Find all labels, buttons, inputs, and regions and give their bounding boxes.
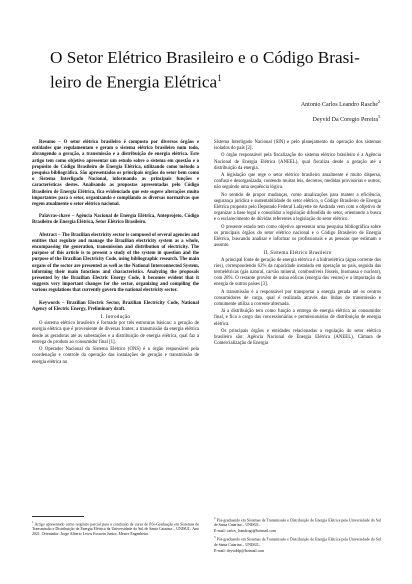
intro-paragraph-2: O Operador Nacional do Sistema Elétrico (ONS) é o órgão responsável pela coordenação e controle da operação das instalações de geração e transmissão de energia elétrica no	[32, 347, 199, 365]
section2-paragraph-4: Os principais órgãos e entidades relacionadas a regulação do setor elétrico brasileiro são: Agência Nacional de Energia Elétrica (ANEEL), Câmara de Comercialização de Energia	[214, 328, 381, 347]
section-heading-introduction: I. Introdução	[100, 314, 131, 321]
intro-paragraph-continued: Sistema Interligado Nacional (SIN) e pelo planejamento da operação dos sistemas isolados do país [2].	[214, 140, 381, 152]
footnote-marker: 3	[214, 535, 216, 540]
section2-paragraph-1: A principal fonte de geração de energia elétrica é a hidroelétrica (água corrente dos rios), correspondendo 62% da capacidade instalada em operação no país, seguida das termelétricas (gás natural, carvão mineral, combustíveis fósseis, biomassa e nuclear), com 28%. O restante provém de usina eólicas (energia dos ventos) e a importação da energia de outros países [3].	[214, 257, 381, 288]
palavras-chave: Palavras-chave – Agência Nacional de Energia Elétrica, Anteprojeto, Código Brasileiro de Energia Elétrica, Setor Elétrico Brasileiro.	[32, 214, 199, 226]
author-1	[180, 96, 380, 111]
author-2	[180, 111, 380, 126]
title-footnote-marker: 1	[217, 73, 222, 83]
intro-paragraph-6: O presente estudo tem como objetivo apresentar uma pesquisa bibliográfica sobre os principais órgãos do setor elétrico nacional e o Código Brasileiro de Energia Elétrica, buscando analisar e informar os profissionais e as pessoas que estimam o assunto.	[214, 224, 381, 249]
footnote-text: Artigo apresentado como requisito parcial para a conclusão de curso de Pós-Graduação em Sistemas de Transmissão e Distribuição de Energia Elétrica da Universidade do Sul de Santa Catarina – UNISUL. Ano 2021. Orientador: Jorge Alberto Lewis Esswein Junior, Mestre Engenheiro.	[32, 522, 199, 537]
author-list	[180, 96, 380, 126]
section2-paragraph-3: Já a distribuição tem como função a entrega de energia elétrica ao consumidor final, e fica a cargo das concessionárias e permissionárias de distribuição de energia elétrica.	[214, 309, 381, 327]
footnote-1	[32, 520, 199, 537]
footnote-text: Pós-graduando em Sistemas de Transmissão e Distribuição de Energia Elétrica pela Universidade do Sul de Santa Catarina – UNISUL.	[214, 537, 381, 547]
intro-paragraph-5: No sentido de propor mudanças, como atualizações para manter a eficiência, segurança jurídica e sustentabilidade do setor elétrico, o Código Brasileiro de Energia Elétrica proposto pelo Deputado Federal Lafayette de Andrada vem com o objetivo de organizar a base legal e consolidar a legislação difundida do setor, orientando a busca e o esclarecimento de dúvidas referentes a legislação do setor elétrico.	[214, 192, 381, 223]
intro-paragraph-4: A legislação que rege o setor elétrico brasileiro atualmente é muito dispersa, confusa e desorganizada, contendo muitas leis, decretos, medidas provisórias e outros, não seguindo uma sequência lógica.	[214, 173, 381, 191]
footnote-email: E-mail: carlos_leandrogr@hotmail.com	[214, 529, 276, 534]
keywords: Keywords – Brazilian Electric Sector, Brazilian Electricity Code, National Agency of Electric Energy, Preliminary draft.	[32, 300, 199, 312]
section-heading-sistema-eletrico: II. Sistema Elétrico Brasileiro	[263, 250, 332, 257]
intro-paragraph-1: O sistema elétrico brasileiro é formado por três estruturas básicas: a geração de energia elétrica que é proveniente de diversas fontes; a transmissão da energia elétrica desde as geradoras até as subestações e a distribuição de energia elétrica, qual faz a entrega do produto ao consumidor final [1].	[32, 321, 199, 345]
author-name: Antonio Carlos Leandro Rasche	[300, 102, 378, 108]
paper-title	[50, 48, 370, 93]
right-column	[214, 140, 381, 349]
footnote-email: E-mail: deyviddp@hotmail.com	[214, 548, 265, 553]
intro-paragraph-3: O órgão responsável pela fiscalização do sistema elétrico brasileiro é a Agência Nacional de Energia Elétrica (ANEEL), qual fiscaliza desde a geração até a distribuição da energia.	[214, 153, 381, 171]
footnote-rule	[32, 516, 84, 517]
author-footnote-marker: 2	[378, 99, 380, 104]
footnote-3-email	[214, 549, 381, 554]
footnotes-right	[214, 516, 381, 555]
footnote-marker: 1	[32, 520, 34, 524]
footnotes-left	[32, 516, 199, 538]
author-footnote-marker: 3	[378, 114, 380, 119]
resumo-text: Resumo – O setor elétrico brasileiro é composto por diversos órgãos e entidades que regulamentam e geram o sistema elétrico brasileiro num todo, abrangendo a geração, a transmissão e a distribuição de energia elétrica. Este artigo tem como objetivo apresentar um estudo sobre o sistema em questão e o propósito do Código Brasileiro de Energia Elétrica, utilizando como método a pesquisa bibliográfica. São apresentados os principais órgãos do setor bem como o Sistema Interligado Nacional, informando as principais funções e características destes. Analisando as propostas apresentadas pelo Código Brasileiro de Energia Elétrica, fica evidenciado que este sugere alterações muito importantes para o setor, organizando e compilando as diversas normativas que regem atualmente o setor elétrico nacional.	[32, 140, 199, 208]
abstract-text: Abstract – The Brazilian electricity sector is composed of several agencies and entities that regulate and manage the Brazilian electricity system as a whole, encompassing the generation, transmission and distribution of electricity. The purpose of this article is to present a study of the system in question and the purpose of the Brazilian Electricity Code, using bibliographic research. The main organs of the sector are presented as well as the National Interconnected System, informing their main functions and characteristics. Analyzing the proposals presented by the Brazilian Electric Energy Code, it becomes evident that it suggests very important changes for the sector, organizing and compiling the various regulations that currently govern the national electricity sector.	[32, 232, 199, 294]
footnote-marker: 2	[214, 516, 216, 520]
left-column	[32, 140, 199, 367]
resumo-block	[32, 140, 199, 313]
footnote-text: Pós-graduando em Sistemas de Transmissão e Distribuição de Energia Elétrica pela Universidade do Sul de Santa Catarina – UNISUL.	[214, 518, 381, 528]
paper-title-text: O Setor Elétrico Brasileiro e o Código Brasi-leiro de Energia Elétrica	[50, 48, 360, 92]
footnote-2-email	[214, 529, 381, 534]
footnote-3	[214, 535, 381, 547]
footnote-2	[214, 516, 381, 528]
author-name: Deyvid Da Coregio Pereira	[312, 117, 378, 123]
section2-paragraph-2: A transmissão é a responsável por transportar a energia gerada até os centros consumidores de carga, qual é realizada através das linhas de transmissão e comumente utiliza a corrente alternada.	[214, 289, 381, 308]
